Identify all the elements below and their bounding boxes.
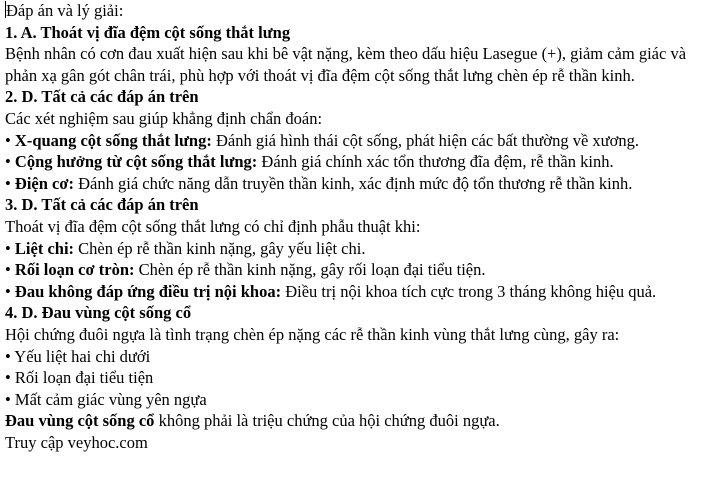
list-item (5, 346, 717, 368)
list-item (5, 259, 717, 281)
item-text: Yếu liệt hai chi dưới (14, 346, 151, 366)
bullet-icon: • (5, 238, 11, 258)
item-text: Đánh giá chính xác tổn thương đĩa đệm, rễ thần kinh. (257, 152, 614, 172)
q1-body: Bệnh nhân có cơn đau xuất hiện sau khi bê vật nặng, kèm theo dấu hiệu Lasegue (+), giảm cảm giác và phản xạ gân gót chân trái, phù hợp với thoát vị đĩa đệm cột sống thắt lưng chèn ép rễ thần kinh. (5, 44, 687, 85)
footer-text: Truy cập veyhoc.com (5, 432, 148, 452)
q3-intro: Thoát vị đĩa đệm cột sống thắt lưng có chỉ định phẫu thuật khi: (5, 216, 421, 236)
list-item (5, 281, 717, 303)
bullet-icon: • (5, 346, 11, 366)
q4-title (5, 302, 717, 324)
q1-title (5, 22, 717, 44)
list-item (5, 151, 717, 173)
item-text: Mất cảm giác vùng yên ngựa (14, 389, 207, 409)
bullet-icon: • (5, 173, 11, 193)
list-item (5, 238, 717, 260)
item-text: Điều trị nội khoa tích cực trong 3 tháng không hiệu quả. (281, 281, 657, 301)
q2-intro: Các xét nghiệm sau giúp khẳng định chẩn đoán: (5, 108, 323, 128)
item-text: Đánh giá chức năng dẫn truyền thần kinh, xác định mức độ tổn thương rễ thần kinh. (74, 173, 633, 193)
list-item (5, 389, 717, 411)
item-text: Rối loạn đại tiểu tiện (14, 368, 154, 388)
item-bold: X-quang cột sống thắt lưng: (14, 130, 212, 150)
document-header (5, 0, 717, 22)
bullet-icon: • (5, 281, 11, 301)
q2-title-text: 2. D. Tất cả các đáp án trên (5, 87, 199, 107)
item-text: Chèn ép rễ thần kinh nặng, gây rối loạn đại tiểu tiện. (134, 260, 486, 280)
bullet-icon: • (5, 130, 11, 150)
conclusion-bold: Đau vùng cột sống cổ (5, 411, 155, 431)
list-item (5, 367, 717, 389)
bullet-icon: • (5, 368, 11, 388)
q4-title-text: 4. D. Đau vùng cột sống cổ (5, 303, 192, 323)
item-text: Đánh giá hình thái cột sống, phát hiện các bất thường về xương. (211, 130, 639, 150)
q4-conclusion (5, 410, 717, 432)
item-bold: Đau không đáp ứng điều trị nội khoa: (14, 281, 282, 301)
list-item (5, 173, 717, 195)
bullet-icon: • (5, 389, 11, 409)
list-item (5, 130, 717, 152)
q3-title (5, 194, 717, 216)
q4-intro: Hội chứng đuôi ngựa là tình trạng chèn ép nặng các rễ thần kinh vùng thắt lưng cùng, gây ra: (5, 324, 620, 344)
q2-title (5, 86, 717, 108)
item-bold: Cộng hưởng từ cột sống thắt lưng: (14, 152, 258, 172)
item-bold: Liệt chi: (14, 238, 75, 258)
bullet-icon: • (5, 152, 11, 172)
conclusion-text: không phải là triệu chứng của hội chứng đuôi ngựa. (154, 411, 500, 431)
header-text: Đáp án và lý giải: (6, 1, 124, 20)
q3-title-text: 3. D. Tất cả các đáp án trên (5, 195, 199, 215)
item-bold: Điện cơ: (14, 173, 74, 193)
item-bold: Rối loạn cơ tròn: (14, 260, 135, 280)
bullet-icon: • (5, 260, 11, 280)
item-text: Chèn ép rễ thần kinh nặng, gây yếu liệt chi. (74, 238, 366, 258)
q1-title-text: 1. A. Thoát vị đĩa đệm cột sống thắt lưng (5, 22, 291, 42)
